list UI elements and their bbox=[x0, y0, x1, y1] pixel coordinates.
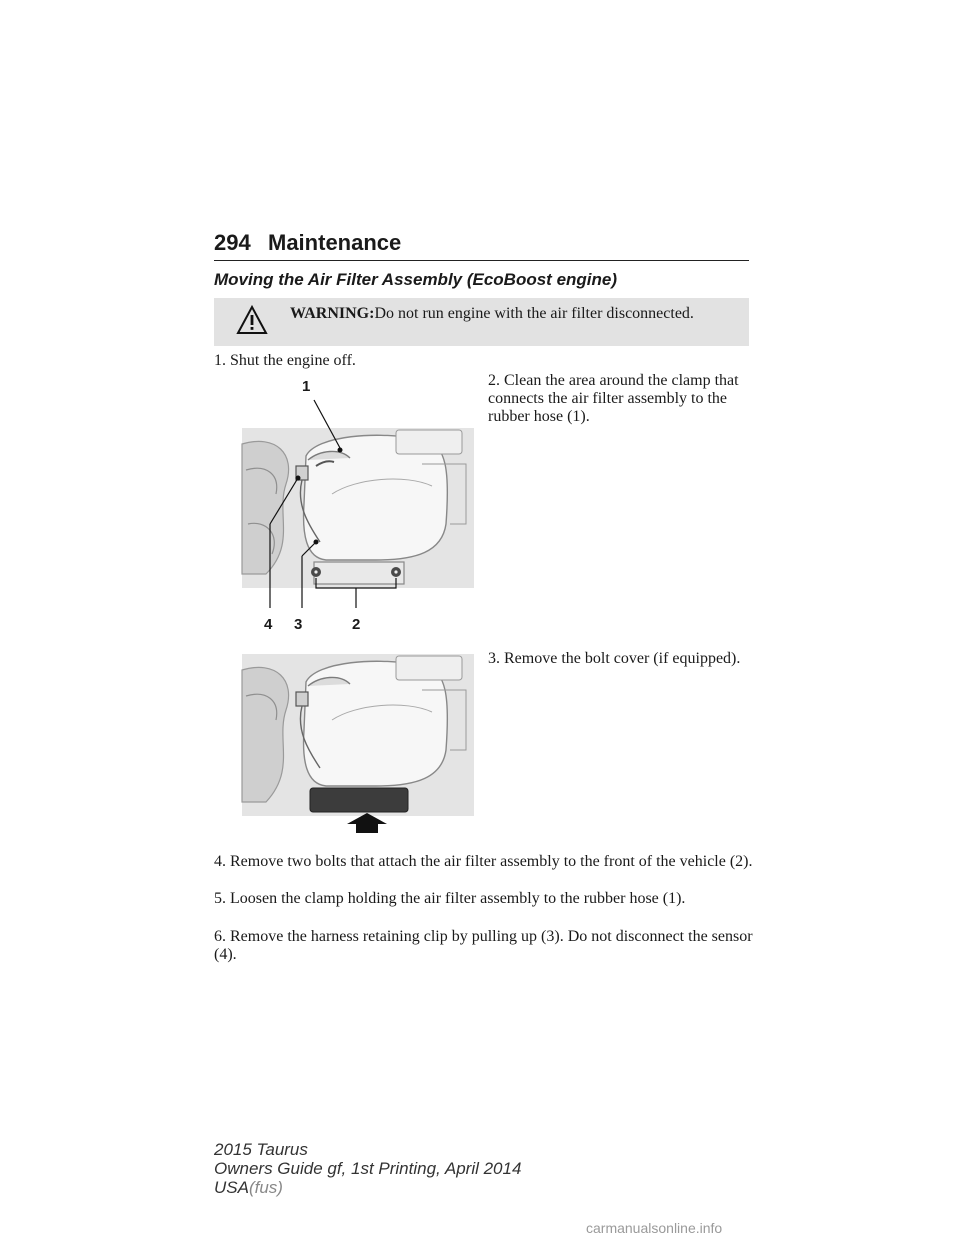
callout-3: 3 bbox=[294, 616, 303, 633]
warning-triangle-icon bbox=[236, 305, 268, 335]
section-heading: Moving the Air Filter Assembly (EcoBoost engine) bbox=[214, 270, 618, 289]
step-3: 3. Remove the bolt cover (if equipped). bbox=[488, 650, 741, 667]
step-5: 5. Loosen the clamp holding the air filter assembly to the rubber hose (1). bbox=[214, 890, 686, 907]
callout-4: 4 bbox=[264, 616, 273, 633]
step-6: 6. Remove the harness retaining clip by pulling up (3). Do not disconnect the sensor (4). bbox=[214, 928, 753, 963]
step-1: 1. Shut the engine off. bbox=[214, 352, 356, 369]
step-4: 4. Remove two bolts that attach the air filter assembly to the front of the vehicle (2). bbox=[214, 853, 753, 870]
footer-region-main: USA bbox=[214, 1178, 249, 1197]
engine-bay-figure-callouts bbox=[236, 374, 480, 636]
warning-text bbox=[290, 305, 694, 323]
footer bbox=[214, 1140, 521, 1197]
header-divider bbox=[214, 260, 749, 261]
warning-box bbox=[214, 298, 749, 346]
footer-region-code: (fus) bbox=[248, 1178, 283, 1197]
page-number: 294 bbox=[214, 230, 251, 255]
step-2: 2. Clean the area around the clamp that connects the air filter assembly to the rubber hose (1). bbox=[488, 372, 739, 425]
callout-2: 2 bbox=[352, 616, 361, 633]
warning-label: WARNING: bbox=[290, 305, 375, 322]
footer-edition: Owners Guide gf, 1st Printing, April 2014 bbox=[214, 1159, 522, 1178]
callout-1: 1 bbox=[302, 378, 311, 395]
footer-region bbox=[214, 1178, 521, 1197]
bolt-cover-figure bbox=[236, 646, 480, 840]
page-title: Maintenance bbox=[268, 230, 402, 255]
warning-message: Do not run engine with the air filter disconnected. bbox=[374, 305, 694, 322]
up-arrow-icon bbox=[346, 812, 388, 834]
watermark: carmanualsonline.info bbox=[586, 1220, 723, 1236]
footer-model: 2015 Taurus bbox=[214, 1140, 308, 1159]
